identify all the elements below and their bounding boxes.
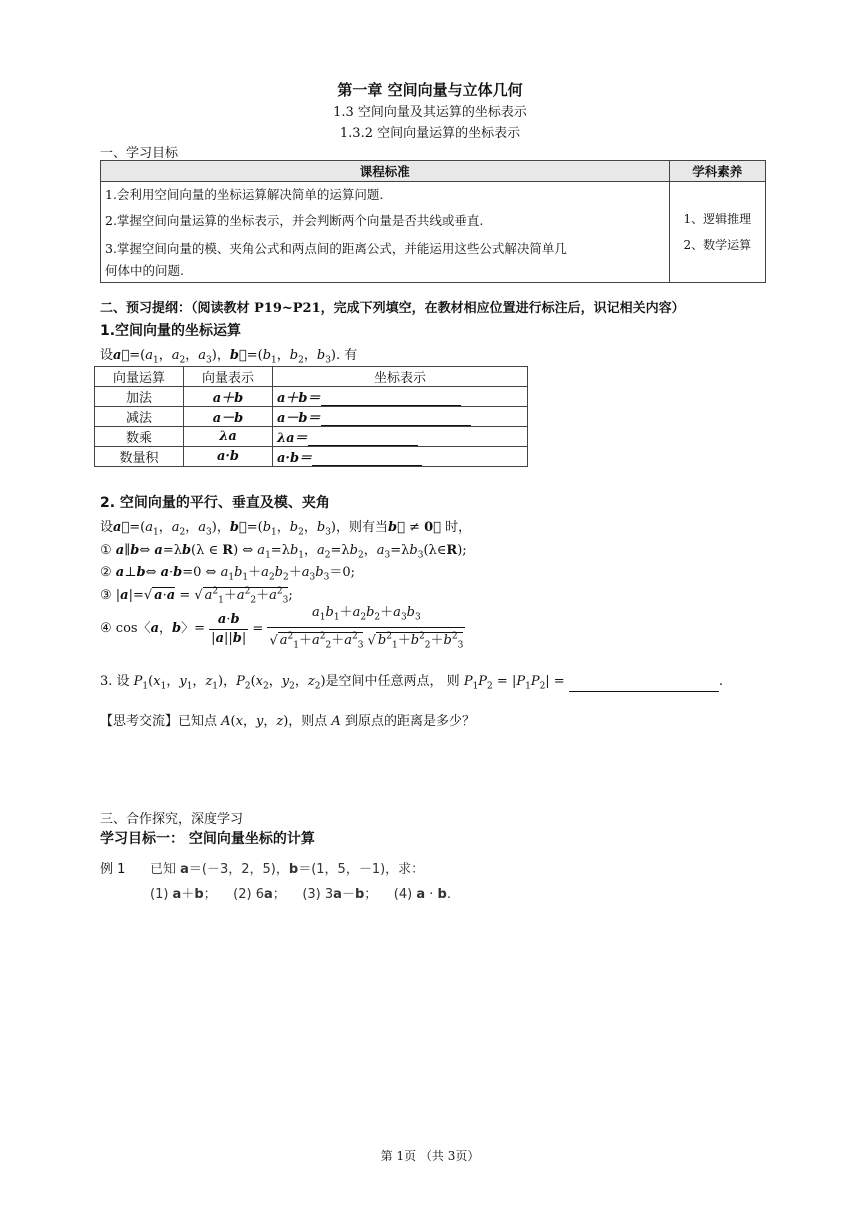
coord-scalar[interactable]: λa＝: [273, 427, 528, 447]
table-row: [95, 407, 528, 427]
literacy-item-2: 2、数学运算: [683, 238, 752, 252]
table-row: [95, 447, 528, 467]
standard-item-3-cont: 何体中的问题.: [105, 263, 184, 278]
expr-add: a＋b: [184, 387, 273, 407]
literacy-cell: [669, 182, 765, 283]
standard-item-1: 1.会利用空间向量的坐标运算解决简单的运算问题.: [105, 187, 384, 202]
chapter-title: 第一章 空间向量与立体几何: [337, 81, 523, 99]
part2-title: 2. 空间向量的平行、垂直及模、夹角: [100, 495, 330, 511]
coordinate-ops-table: [94, 366, 528, 467]
example-label: 例 1: [100, 862, 126, 877]
page-footer: 第 1页 （共 3页）: [380, 1149, 480, 1163]
col-standard-header: 课程标准: [101, 161, 670, 182]
expr-scalar: λa: [184, 427, 273, 447]
objectives-table: [100, 160, 766, 283]
col-literacy-header: 学科素养: [669, 161, 765, 182]
coord-sub[interactable]: a－b＝: [273, 407, 528, 427]
subsection-title: 1.3.2 空间向量运算的坐标表示: [339, 126, 521, 141]
expr-sub: a－b: [184, 407, 273, 427]
literacy-item-1: 1、逻辑推理: [683, 212, 752, 226]
angle-formula: ④ cos〈a，b〉= $\frac{a\cdot b}{|a||b|}$ = $\frac{a_1b_1+a_2b_2+a_3b_3}{√ a^2_1+a^2_2+a^2_3 √ b^2_1+b^2_2+b^2_3}$: [100, 605, 464, 651]
op-header: 向量运算: [95, 367, 184, 387]
op-add: 加法: [95, 387, 184, 407]
part1-given: 设$a⃗=(a_1$，$a_2$，$a_3$)，$b⃗=(b_1$，$b_2$，$b_3$). 有: [100, 348, 358, 366]
op-scalar: 数乘: [95, 427, 184, 447]
preview-heading: 二、预习提纲：（阅读教材 P19~P21，完成下列填空，在教材相应位置进行标注后，识记相关内容）: [100, 301, 685, 316]
standard-item-3: 3.掌握空间向量的模、夹角公式和两点间的距离公式，并能运用这些公式解决简单几: [105, 241, 567, 256]
distance-question: 3. 设 $P_1(x_1$，$y_1$，$z_1$)，$P_2(x_2$，$y_2$，$z_2$)是空间中任意两点， 则 $P_1P_2 = |P_1P_2|$ = .: [100, 674, 723, 692]
standard-item-2: 2.掌握空间向量运算的坐标表示，并会判断两个向量是否共线或垂直.: [105, 213, 484, 228]
expr-header: 向量表示: [184, 367, 273, 387]
parallel-condition: ① a∥b⇔ a=λb(λ ∈ R) ⇔ $a_1=\lambda b_1$，$a_2=\lambda b_2$，$a_3=\lambda b_3(\lambda\in R)$;: [100, 543, 467, 561]
section-title: 1.3 空间向量及其运算的坐标表示: [333, 105, 527, 120]
op-sub: 减法: [95, 407, 184, 427]
op-dot: 数量积: [95, 447, 184, 467]
standards-cell: [101, 182, 670, 283]
expr-dot: a·b: [184, 447, 273, 467]
part1-title: 1.空间向量的坐标运算: [100, 323, 242, 339]
explore-heading: 三、合作探究，深度学习: [100, 812, 244, 827]
example-parts: (1) a＋b； (2) 6a； (3) 3a－b； (4) a · b.: [150, 887, 451, 902]
goal1-title: 学习目标一： 空间向量坐标的计算: [100, 831, 315, 847]
part2-given: 设$a⃗=(a_1$，$a_2$，$a_3$)，$b⃗=(b_1$，$b_2$，$b_3$)，则有当b⃗ ≠ 0⃗ 时，: [100, 520, 472, 538]
coord-header: 坐标表示: [273, 367, 528, 387]
perpendicular-condition: ② a⊥b⇔ a·b=0 ⇔ $a_1b_1+a_2b_2+a_3b_3=0$;: [100, 565, 355, 583]
coord-dot[interactable]: a·b＝: [273, 447, 528, 467]
table-row: [95, 387, 528, 407]
distance-answer-blank[interactable]: [569, 678, 719, 692]
magnitude-formula: ③ |a|=√ a·a = √ $a^2_1+a^2_2+a^2_3$;: [100, 586, 293, 606]
coord-add[interactable]: a＋b＝: [273, 387, 528, 407]
table-row: [95, 427, 528, 447]
example-given: 已知 a＝(－3，2，5)，b＝(1，5，－1)，求：: [150, 862, 425, 877]
think-exchange: 【思考交流】已知点 A(x，y，z)，则点 A 到原点的距离是多少？: [100, 714, 475, 729]
objectives-heading: 一、学习目标: [100, 146, 179, 161]
